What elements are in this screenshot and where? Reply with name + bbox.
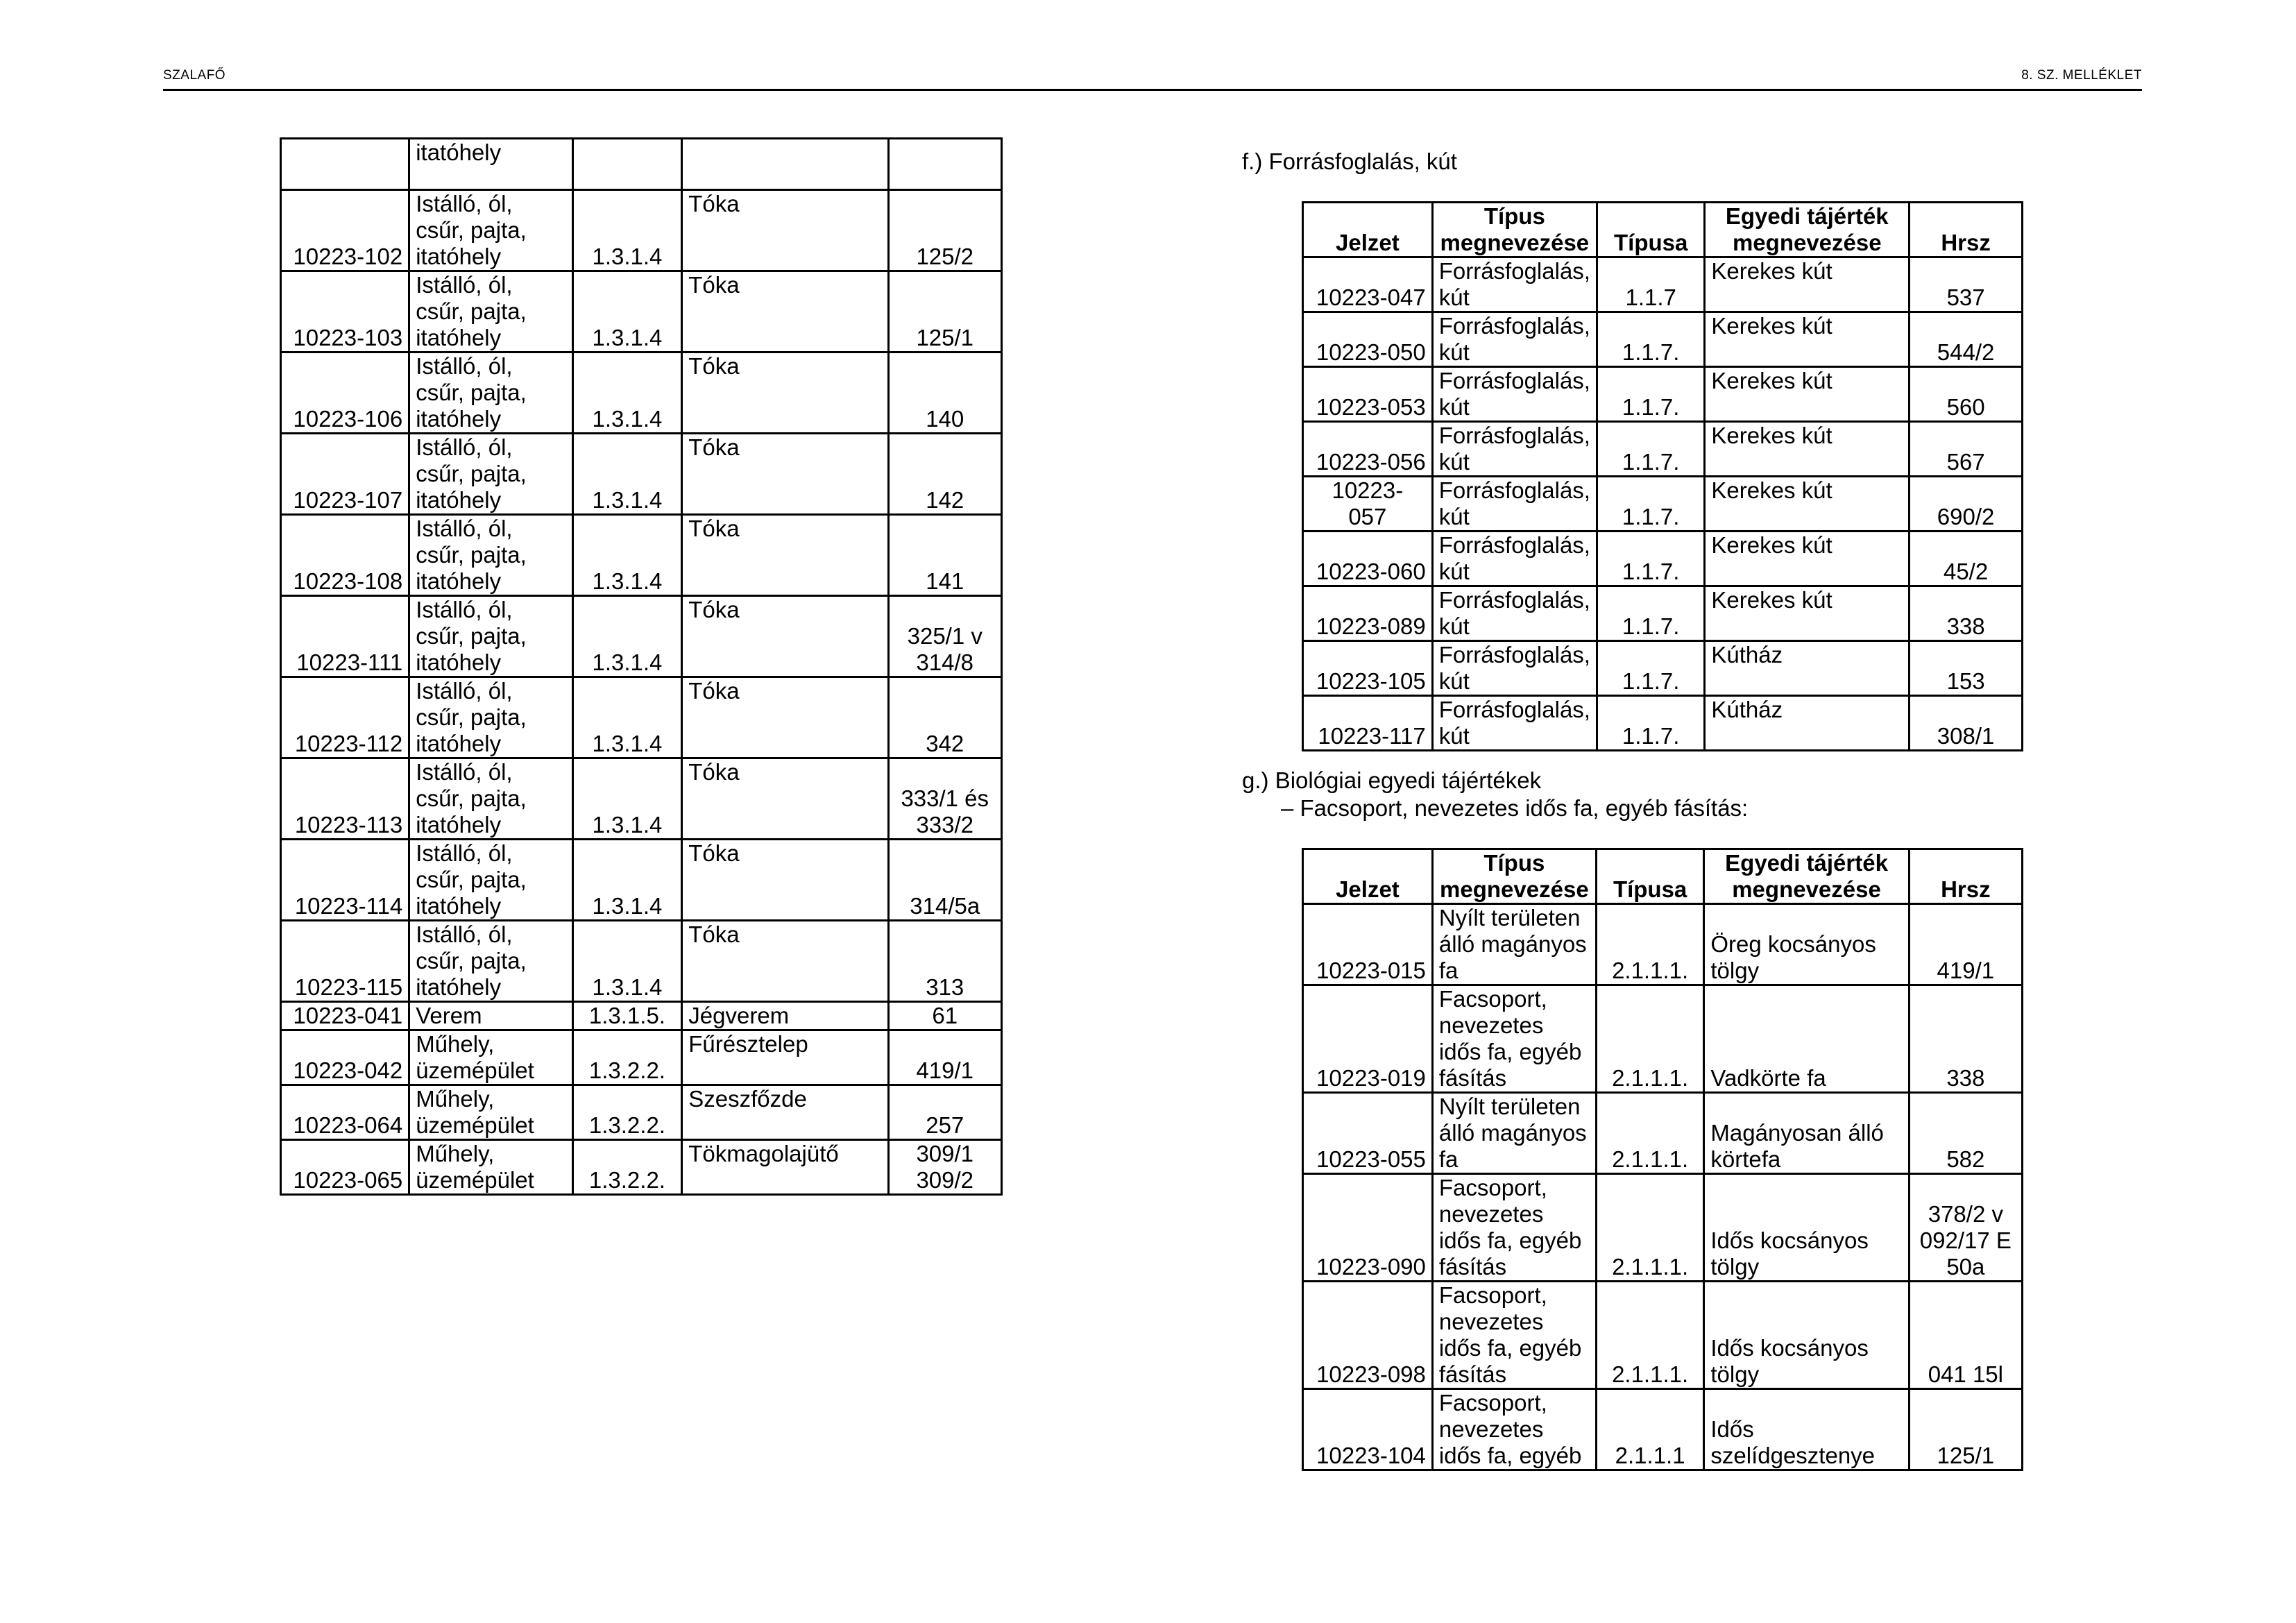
cell-tipus-megnevezese: Facsoport, nevezetes idős fa, egyéb fásítás <box>1432 1282 1596 1389</box>
header-row <box>1303 849 2023 904</box>
table-row <box>281 921 1002 1002</box>
col-header-egyedi-tajertek: Egyedi tájérték megnevezése <box>1704 849 1909 904</box>
cell-egyedi-tajertek: Kerekes kút <box>1705 367 1910 422</box>
cell-tipusa: 1.1.7. <box>1597 696 1704 751</box>
cell-jelzet: 10223- 057 <box>1303 477 1433 532</box>
left-table <box>280 137 1003 1196</box>
table-row <box>1303 586 2023 641</box>
cell-egyedi-tajertek: Tóka <box>682 271 888 352</box>
cell-tipus-megnevezese: Forrásfoglalás, kút <box>1432 696 1597 751</box>
cell-hrsz: 153 <box>1910 641 2023 696</box>
cell-tipus-megnevezese: Facsoport, nevezetes idős fa, egyéb fásítás <box>1432 1174 1596 1282</box>
table-row <box>1303 641 2023 696</box>
cell-jelzet: 10223-115 <box>281 921 409 1002</box>
cell-tipus-megnevezese: Istálló, ól, csűr, pajta, itatóhely <box>409 921 572 1002</box>
cell-tipusa <box>572 139 682 190</box>
cell-hrsz: 333/1 és 333/2 <box>888 758 1002 840</box>
cell-tipusa: 2.1.1.1. <box>1596 1282 1704 1389</box>
cell-tipus-megnevezese: Istálló, ól, csűr, pajta, itatóhely <box>409 677 572 758</box>
cell-egyedi-tajertek: Öreg kocsányos tölgy <box>1704 904 1909 985</box>
cell-egyedi-tajertek: Idős szelídgesztenye <box>1704 1389 1909 1470</box>
cell-jelzet: 10223-056 <box>1303 422 1433 477</box>
cell-jelzet: 10223-042 <box>281 1030 409 1085</box>
cell-tipus-megnevezese: Forrásfoglalás, kút <box>1432 312 1597 367</box>
table-row <box>1303 367 2023 422</box>
cell-egyedi-tajertek: Tóka <box>682 677 888 758</box>
cell-tipusa: 2.1.1.1 <box>1596 1389 1704 1470</box>
cell-hrsz: 142 <box>888 434 1002 515</box>
cell-jelzet: 10223-015 <box>1303 904 1433 985</box>
cell-egyedi-tajertek <box>682 139 888 190</box>
cell-hrsz: 140 <box>888 352 1002 434</box>
cell-tipusa: 1.3.2.2. <box>572 1030 682 1085</box>
cell-hrsz: 125/1 <box>1909 1389 2022 1470</box>
cell-jelzet: 10223-102 <box>281 190 409 271</box>
cell-jelzet: 10223-103 <box>281 271 409 352</box>
col-header-tipusa: Típusa <box>1596 849 1704 904</box>
cell-tipusa: 2.1.1.1. <box>1596 904 1704 985</box>
cell-tipusa: 2.1.1.1. <box>1596 1174 1704 1282</box>
cell-hrsz: 125/1 <box>888 271 1002 352</box>
cell-tipus-megnevezese: Istálló, ól, csűr, pajta, itatóhely <box>409 271 572 352</box>
cell-jelzet: 10223-041 <box>281 1002 409 1030</box>
cell-tipusa: 1.3.1.4 <box>572 596 682 677</box>
cell-tipus-megnevezese: Műhely, üzemépület <box>409 1140 572 1195</box>
cell-tipusa: 1.1.7. <box>1597 422 1704 477</box>
cell-jelzet: 10223-104 <box>1303 1389 1433 1470</box>
cell-tipus-megnevezese: Istálló, ól, csűr, pajta, itatóhely <box>409 515 572 596</box>
col-header-jelzet: Jelzet <box>1303 203 1433 257</box>
table-row <box>1303 1093 2023 1174</box>
cell-tipus-megnevezese: itatóhely <box>409 139 572 190</box>
cell-jelzet: 10223-090 <box>1303 1174 1433 1282</box>
cell-tipusa: 2.1.1.1. <box>1596 985 1704 1093</box>
cell-hrsz <box>888 139 1002 190</box>
cell-tipus-megnevezese: Forrásfoglalás, kút <box>1432 641 1597 696</box>
cell-tipus-megnevezese: Facsoport, nevezetes idős fa, egyéb <box>1432 1389 1596 1470</box>
table-row <box>281 840 1002 921</box>
cell-egyedi-tajertek: Tóka <box>682 596 888 677</box>
cell-tipusa: 1.1.7. <box>1597 312 1704 367</box>
cell-hrsz: 378/2 v 092/17 E 50a <box>1909 1174 2022 1282</box>
cell-hrsz: 308/1 <box>1910 696 2023 751</box>
table-row <box>281 434 1002 515</box>
cell-tipusa: 1.1.7. <box>1597 586 1704 641</box>
table-row <box>281 515 1002 596</box>
table-row <box>281 190 1002 271</box>
cell-tipus-megnevezese: Forrásfoglalás, kút <box>1432 532 1597 586</box>
cell-tipus-megnevezese: Istálló, ól, csűr, pajta, itatóhely <box>409 434 572 515</box>
cell-tipus-megnevezese: Istálló, ól, csűr, pajta, itatóhely <box>409 352 572 434</box>
col-header-tipus-megnevezese: Típus megnevezése <box>1432 849 1596 904</box>
cell-tipusa: 1.3.1.4 <box>572 434 682 515</box>
cell-tipusa: 1.3.1.4 <box>572 758 682 840</box>
table-row <box>1303 904 2023 985</box>
cell-egyedi-tajertek: Tóka <box>682 515 888 596</box>
cell-egyedi-tajertek: Vadkörte fa <box>1704 985 1909 1093</box>
table-row <box>1303 985 2023 1093</box>
section-g-table <box>1302 848 2023 1471</box>
table-row <box>1303 312 2023 367</box>
cell-jelzet: 10223-112 <box>281 677 409 758</box>
cell-jelzet <box>281 139 409 190</box>
cell-jelzet: 10223-053 <box>1303 367 1433 422</box>
cell-tipus-megnevezese: Facsoport, nevezetes idős fa, egyéb fásítás <box>1432 985 1596 1093</box>
cell-hrsz: 313 <box>888 921 1002 1002</box>
table-row <box>1303 696 2023 751</box>
cell-egyedi-tajertek: Kerekes kút <box>1705 257 1910 312</box>
header-rule <box>163 89 2142 91</box>
cell-egyedi-tajertek: Kerekes kút <box>1705 532 1910 586</box>
table-row <box>281 139 1002 190</box>
cell-tipusa: 1.1.7. <box>1597 532 1704 586</box>
cell-egyedi-tajertek: Kerekes kút <box>1705 312 1910 367</box>
cell-tipusa: 1.3.1.4 <box>572 352 682 434</box>
table-row <box>281 1002 1002 1030</box>
cell-egyedi-tajertek: Kútház <box>1705 641 1910 696</box>
cell-hrsz: 257 <box>888 1085 1002 1140</box>
col-header-tipus-megnevezese: Típus megnevezése <box>1432 203 1597 257</box>
table-row <box>1303 532 2023 586</box>
cell-jelzet: 10223-105 <box>1303 641 1433 696</box>
cell-egyedi-tajertek: Szeszfőzde <box>682 1085 888 1140</box>
cell-tipus-megnevezese: Forrásfoglalás, kút <box>1432 367 1597 422</box>
cell-hrsz: 419/1 <box>1909 904 2022 985</box>
header-row <box>1303 203 2023 257</box>
cell-jelzet: 10223-098 <box>1303 1282 1433 1389</box>
cell-tipusa: 1.3.1.4 <box>572 921 682 1002</box>
table-row <box>281 352 1002 434</box>
cell-egyedi-tajertek: Kerekes kút <box>1705 477 1910 532</box>
cell-tipus-megnevezese: Műhely, üzemépület <box>409 1085 572 1140</box>
table-row <box>1303 477 2023 532</box>
cell-egyedi-tajertek: Tóka <box>682 190 888 271</box>
cell-hrsz: 567 <box>1910 422 2023 477</box>
table-row <box>1303 422 2023 477</box>
cell-tipusa: 2.1.1.1. <box>1596 1093 1704 1174</box>
section-g-title: g.) Biológiai egyedi tájértékek <box>1242 767 1542 793</box>
cell-tipusa: 1.1.7. <box>1597 477 1704 532</box>
table-row <box>1303 1282 2023 1389</box>
cell-jelzet: 10223-108 <box>281 515 409 596</box>
section-f-table <box>1302 201 2023 751</box>
cell-egyedi-tajertek: Idős kocsányos tölgy <box>1704 1282 1909 1389</box>
cell-egyedi-tajertek: Tóka <box>682 921 888 1002</box>
cell-tipusa: 1.1.7. <box>1597 641 1704 696</box>
cell-jelzet: 10223-111 <box>281 596 409 677</box>
cell-tipus-megnevezese: Forrásfoglalás, kút <box>1432 477 1597 532</box>
cell-egyedi-tajertek: Idős kocsányos tölgy <box>1704 1174 1909 1282</box>
cell-hrsz: 560 <box>1910 367 2023 422</box>
cell-jelzet: 10223-050 <box>1303 312 1433 367</box>
cell-tipusa: 1.3.1.4 <box>572 515 682 596</box>
cell-jelzet: 10223-064 <box>281 1085 409 1140</box>
cell-hrsz: 338 <box>1910 586 2023 641</box>
cell-egyedi-tajertek: Tóka <box>682 840 888 921</box>
cell-hrsz: 419/1 <box>888 1030 1002 1085</box>
cell-tipusa: 1.3.1.4 <box>572 840 682 921</box>
cell-egyedi-tajertek: Tóka <box>682 352 888 434</box>
cell-jelzet: 10223-060 <box>1303 532 1433 586</box>
cell-hrsz: 582 <box>1909 1093 2022 1174</box>
cell-tipus-megnevezese: Műhely, üzemépület <box>409 1030 572 1085</box>
cell-jelzet: 10223-117 <box>1303 696 1433 751</box>
cell-tipusa: 1.3.2.2. <box>572 1140 682 1195</box>
table-row <box>281 1030 1002 1085</box>
cell-egyedi-tajertek: Jégverem <box>682 1002 888 1030</box>
col-header-egyedi-tajertek: Egyedi tájérték megnevezése <box>1705 203 1910 257</box>
cell-hrsz: 61 <box>888 1002 1002 1030</box>
cell-hrsz: 041 15l <box>1909 1282 2022 1389</box>
cell-hrsz: 338 <box>1909 985 2022 1093</box>
table-row <box>281 677 1002 758</box>
col-header-tipusa: Típusa <box>1597 203 1704 257</box>
cell-tipus-megnevezese: Nyílt területen álló magányos fa <box>1432 1093 1596 1174</box>
cell-tipus-megnevezese: Nyílt területen álló magányos fa <box>1432 904 1596 985</box>
cell-egyedi-tajertek: Kerekes kút <box>1705 586 1910 641</box>
cell-jelzet: 10223-113 <box>281 758 409 840</box>
cell-egyedi-tajertek: Tóka <box>682 434 888 515</box>
cell-tipus-megnevezese: Forrásfoglalás, kút <box>1432 257 1597 312</box>
cell-hrsz: 45/2 <box>1910 532 2023 586</box>
cell-tipusa: 1.3.1.4 <box>572 190 682 271</box>
cell-jelzet: 10223-089 <box>1303 586 1433 641</box>
cell-jelzet: 10223-019 <box>1303 985 1433 1093</box>
cell-jelzet: 10223-055 <box>1303 1093 1433 1174</box>
cell-tipusa: 1.3.2.2. <box>572 1085 682 1140</box>
cell-hrsz: 325/1 v 314/8 <box>888 596 1002 677</box>
cell-hrsz: 141 <box>888 515 1002 596</box>
cell-hrsz: 544/2 <box>1910 312 2023 367</box>
cell-jelzet: 10223-114 <box>281 840 409 921</box>
cell-tipus-megnevezese: Istálló, ól, csűr, pajta, itatóhely <box>409 840 572 921</box>
cell-egyedi-tajertek: Magányosan álló körtefa <box>1704 1093 1909 1174</box>
cell-hrsz: 309/1 309/2 <box>888 1140 1002 1195</box>
col-header-hrsz: Hrsz <box>1910 203 2023 257</box>
cell-tipus-megnevezese: Verem <box>409 1002 572 1030</box>
cell-tipus-megnevezese: Istálló, ól, csűr, pajta, itatóhely <box>409 758 572 840</box>
table-row <box>281 596 1002 677</box>
header-left: SZALAFŐ <box>163 68 226 83</box>
table-row <box>1303 1389 2023 1470</box>
table-row <box>281 1085 1002 1140</box>
cell-egyedi-tajertek: Tóka <box>682 758 888 840</box>
cell-tipusa: 1.1.7 <box>1597 257 1704 312</box>
cell-egyedi-tajertek: Tökmagolajütő <box>682 1140 888 1195</box>
section-g-subtitle: – Facsoport, nevezetes idős fa, egyéb fásítás: <box>1281 795 1749 821</box>
cell-egyedi-tajertek: Kerekes kút <box>1705 422 1910 477</box>
table-row <box>1303 257 2023 312</box>
table-row <box>281 758 1002 840</box>
cell-egyedi-tajertek: Fűrésztelep <box>682 1030 888 1085</box>
cell-jelzet: 10223-106 <box>281 352 409 434</box>
cell-egyedi-tajertek: Kútház <box>1705 696 1910 751</box>
cell-tipus-megnevezese: Istálló, ól, csűr, pajta, itatóhely <box>409 190 572 271</box>
col-header-jelzet: Jelzet <box>1303 849 1433 904</box>
section-f-title: f.) Forrásfoglalás, kút <box>1242 148 1457 174</box>
cell-hrsz: 537 <box>1910 257 2023 312</box>
table-row <box>1303 1174 2023 1282</box>
cell-tipusa: 1.3.1.4 <box>572 271 682 352</box>
cell-jelzet: 10223-065 <box>281 1140 409 1195</box>
table-row <box>281 1140 1002 1195</box>
cell-jelzet: 10223-047 <box>1303 257 1433 312</box>
cell-tipus-megnevezese: Istálló, ól, csűr, pajta, itatóhely <box>409 596 572 677</box>
cell-tipus-megnevezese: Forrásfoglalás, kút <box>1432 422 1597 477</box>
col-header-hrsz: Hrsz <box>1909 849 2022 904</box>
cell-hrsz: 342 <box>888 677 1002 758</box>
cell-hrsz: 125/2 <box>888 190 1002 271</box>
cell-hrsz: 690/2 <box>1910 477 2023 532</box>
cell-tipusa: 1.3.1.4 <box>572 677 682 758</box>
cell-tipusa: 1.3.1.5. <box>572 1002 682 1030</box>
cell-tipus-megnevezese: Forrásfoglalás, kút <box>1432 586 1597 641</box>
cell-hrsz: 314/5a <box>888 840 1002 921</box>
table-row <box>281 271 1002 352</box>
header-right: 8. SZ. MELLÉKLET <box>2021 68 2142 83</box>
cell-jelzet: 10223-107 <box>281 434 409 515</box>
cell-tipusa: 1.1.7. <box>1597 367 1704 422</box>
